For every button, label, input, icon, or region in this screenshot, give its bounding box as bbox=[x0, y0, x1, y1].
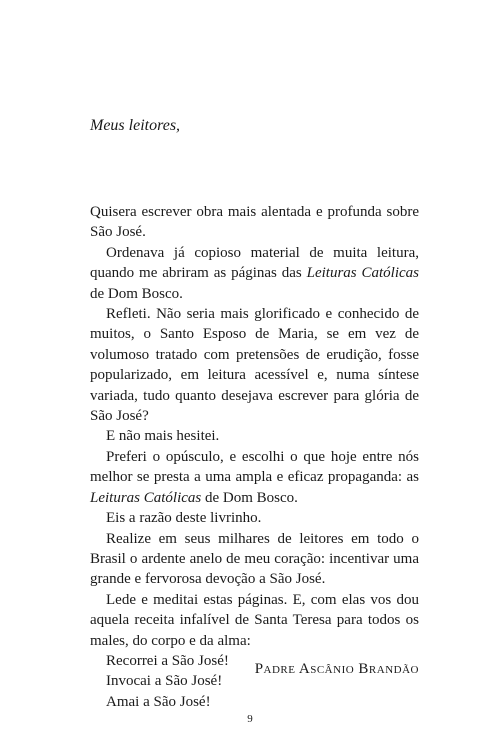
letter-body bbox=[90, 202, 419, 712]
author-signature: Padre Ascânio Brandão bbox=[254, 661, 419, 677]
book-title-italic: Leituras Católicas bbox=[306, 265, 420, 282]
paragraph-1: Quisera escrever obra mais alentada e profunda sobre São José. bbox=[90, 204, 419, 241]
paragraph-2 bbox=[90, 243, 419, 304]
salutation: Meus leitores, bbox=[90, 117, 181, 134]
paragraph-3: Refleti. Não seria mais glorificado e conhecido de muitos, o Santo Esposo de Maria, se em vez de volumoso tratado com pretensões de erudição, fosse popularizado, em leitura acessível e, numa síntese variada, tudo quanto desejava escrever para glória de São José? bbox=[90, 306, 419, 425]
book-title-italic: Leituras Católicas bbox=[90, 489, 202, 506]
verse-1: Recorrei a São José! bbox=[106, 652, 229, 669]
paragraph-5-text-b: de Dom Bosco. bbox=[201, 489, 298, 506]
paragraph-7: Realize em seus milhares de leitores em todo o Brasil o ardente anelo de meu coração: incentivar uma grande e fervorosa devoção a São José. bbox=[90, 530, 419, 588]
paragraph-2-text-a: Ordenava já copioso material de muita leitura, quando me abriram as páginas das bbox=[90, 244, 419, 282]
page-number: 9 bbox=[247, 713, 253, 725]
paragraph-4: E não mais hesitei. bbox=[106, 428, 220, 445]
paragraph-5 bbox=[90, 447, 419, 508]
verse-3: Amai a São José! bbox=[106, 693, 211, 710]
paragraph-5-text-a: Preferi o opúsculo, e escolhi o que hoje entre nós melhor se presta a uma ampla e eficaz propaganda: as bbox=[90, 448, 419, 486]
paragraph-6: Eis a razão deste livrinho. bbox=[106, 510, 262, 527]
paragraph-2-text-b: de Dom Bosco. bbox=[90, 285, 183, 302]
paragraph-8: Lede e meditai estas páginas. E, com elas vos dou aquela receita infalível de Santa Teresa para todos os males, do corpo e da alma: bbox=[90, 591, 419, 649]
verse-2: Invocai a São José! bbox=[106, 673, 223, 690]
